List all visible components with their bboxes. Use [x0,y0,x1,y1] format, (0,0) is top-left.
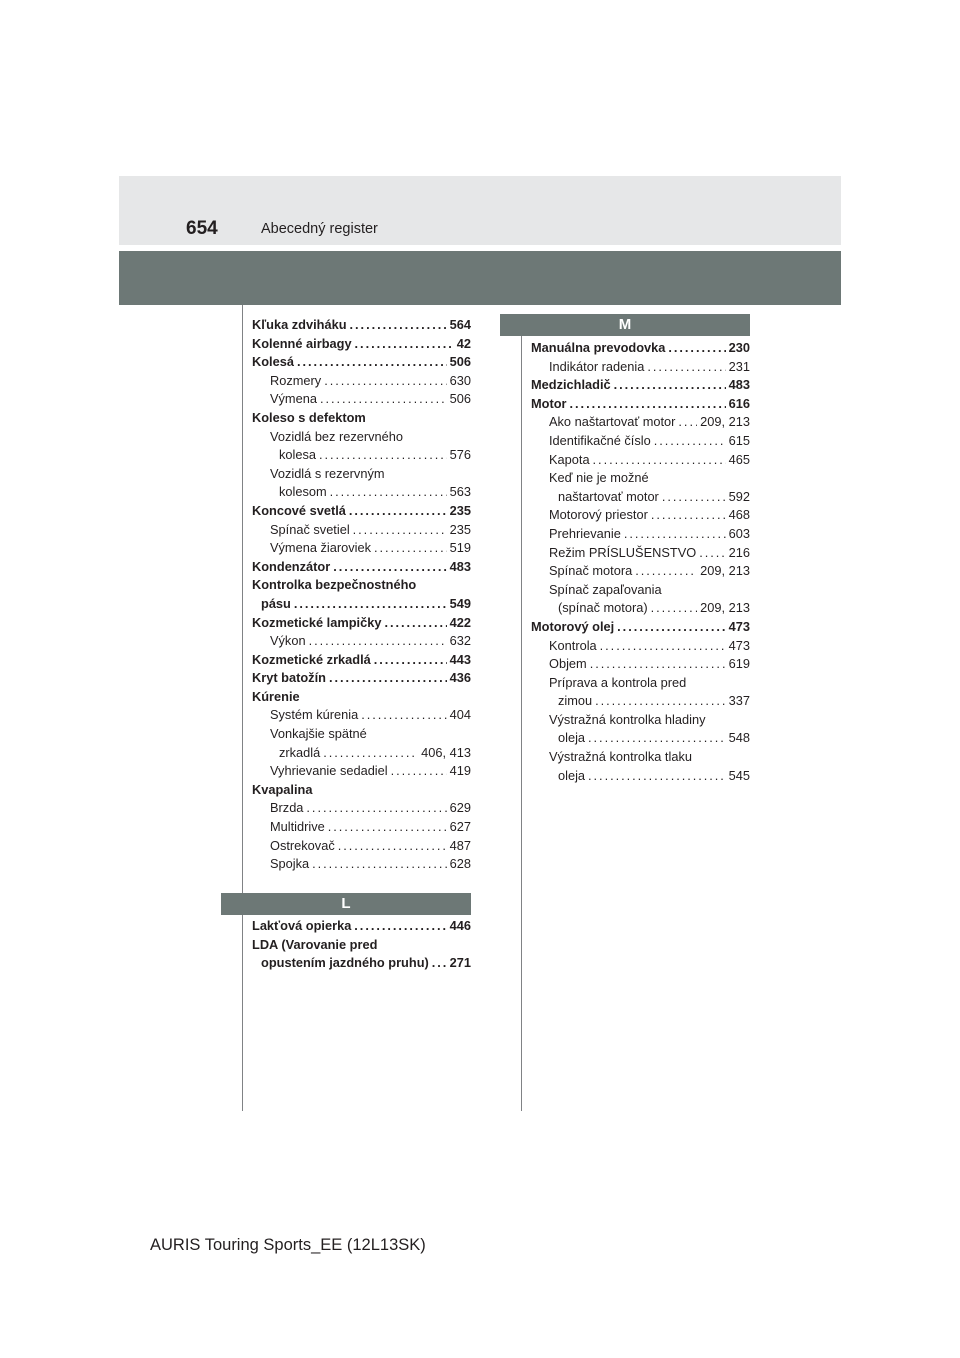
index-entry-term: Ostrekovač [270,837,335,853]
index-entry [252,335,471,354]
index-entry-page: 628 [448,855,471,874]
dot-leader [635,562,697,581]
index-entry-page: 216 [727,544,750,563]
index-entry-term: LDA (Varovanie pred [252,936,378,952]
index-entry-page: 468 [727,506,750,525]
index-entry-term: Motorový priestor [549,507,648,523]
index-entry-page: 563 [448,483,471,502]
dot-leader [374,651,447,670]
index-entry-term: Výmena žiaroviek [270,540,371,556]
index-entry-page: 576 [448,446,471,465]
index-entry [252,483,471,502]
dot-leader [294,595,447,614]
index-entry [531,562,750,581]
index-entry [252,781,471,800]
index-entry-term: zimou [558,693,593,709]
index-entry [531,451,750,470]
index-entry-page: 487 [448,837,471,856]
index-entry-page: 592 [727,488,750,507]
index-entry [252,917,471,936]
index-entry-page: 209, 213 [698,413,750,432]
index-entry-page: 549 [448,595,471,614]
index-entry-term: opustením jazdného pruhu) [261,955,429,971]
index-entry [531,376,750,395]
dot-leader [588,729,726,748]
index-entry-term: Lakťová opierka [252,918,352,933]
dot-leader [319,446,447,465]
index-entry-page: 483 [448,558,471,577]
dot-leader [662,488,726,507]
index-entry [252,762,471,781]
index-entry-page: 42 [455,335,471,354]
dot-leader [328,818,447,837]
index-entry-page: 632 [448,632,471,651]
index-entry [252,744,471,763]
dot-leader [297,353,447,372]
index-entry-term: Kozmetické zrkadlá [252,651,371,667]
index-entry [531,711,750,730]
index-entry [252,521,471,540]
index-entry [531,339,750,358]
dot-leader [323,744,418,763]
index-entry-term: Príprava a kontrola pred [549,674,687,690]
dot-leader [668,339,725,358]
index-entry-page: 629 [448,799,471,818]
index-entry-page: 473 [727,618,750,637]
index-entry-term: kolesom [279,484,327,500]
index-entry-term: naštartovať motor [558,488,659,504]
index-entry [252,353,471,372]
index-entry-term: Ako naštartovať motor [549,414,676,430]
index-entry [252,372,471,391]
index-entry-page: 615 [727,432,750,451]
index-entry [252,614,471,633]
letter-heading-l: L [221,893,471,915]
index-entry-term: Motorový olej [531,618,615,634]
section-title: Abecedný register [261,221,378,237]
index-entry [531,729,750,748]
index-entry-term: Spínač svetiel [270,521,350,537]
index-entry-term: Vyhrievanie sedadiel [270,763,388,779]
index-entry-term: Brzda [270,800,304,816]
index-entry [252,651,471,670]
index-entry-page: 231 [727,358,750,377]
index-entry-term: Kúrenie [252,688,300,704]
index-entry-term: Kvapalina [252,781,313,797]
index-entry-page: 230 [727,339,750,358]
dot-leader [590,655,726,674]
dot-leader [391,762,447,781]
index-entry [531,488,750,507]
index-entry [531,692,750,711]
footer-model: AURIS Touring Sports_EE (12L13SK) [150,1236,426,1254]
index-entry-term: Kozmetické lampičky [252,614,382,630]
index-entry-page: 419 [448,762,471,781]
index-entry-page: 271 [448,954,471,973]
dot-leader [617,618,725,637]
index-entry-page: 446 [448,917,471,936]
index-entry [252,632,471,651]
dot-leader [570,395,726,414]
index-entry [252,446,471,465]
index-entry [252,576,471,595]
index-entry [252,595,471,614]
index-entry-page: 235 [448,502,471,521]
index-entry [252,954,471,973]
index-entry-term: Kryt batožín [252,670,326,686]
dot-leader [312,855,447,874]
index-entry-term: Kľuka zdviháku [252,317,347,332]
index-entry [252,502,471,521]
dot-leader [614,376,726,395]
index-entry-term: Výstražná kontrolka tlaku [549,749,692,765]
index-entry-term: Kontrola [549,637,597,653]
index-entry [252,725,471,744]
index-entry-page: 465 [727,451,750,470]
dot-leader [651,506,726,525]
index-entry [531,413,750,432]
index-entry [252,409,471,428]
dot-leader [600,637,726,656]
index-entry-page: 506 [448,390,471,409]
index-entry [531,358,750,377]
index-entry [531,525,750,544]
dot-leader [588,767,726,786]
index-entry-page: 619 [727,655,750,674]
index-entry-term: oleja [558,767,586,783]
index-entry-page: 483 [727,376,750,395]
index-entry [531,655,750,674]
index-entry [531,637,750,656]
index-entry-term: Kolenné airbagy [252,335,352,351]
index-entry [252,837,471,856]
page-number: 654 [186,218,218,239]
index-entry-term: Kolesá [252,354,294,370]
index-entry-page: 616 [727,395,750,414]
index-entry [252,558,471,577]
index-entry [252,799,471,818]
dot-leader [350,316,447,335]
index-entry-term: Spojka [270,856,310,872]
index-entry [252,706,471,725]
index-entry-term: Režim PRÍSLUŠENSTVO [549,544,697,560]
index-entry-page: 506 [448,353,471,372]
index-entry [252,936,471,955]
index-entry-term: Spínač zapaľovania [549,581,662,597]
index-entry-term: Výkon [270,633,306,649]
index-entry [252,428,471,447]
index-entry-term: Vozidlá s rezervným [270,465,385,481]
index-entry-term: pásu [261,595,291,611]
index-entry-page: 406, 413 [419,744,471,763]
dot-leader [624,525,726,544]
dot-leader [593,451,726,470]
index-entry [531,767,750,786]
index-entry-page: 209, 213 [698,599,750,618]
index-entry-term: Objem [549,656,587,672]
index-entry-term: Rozmery [270,372,322,388]
index-entry-term: (spínač motora) [558,600,648,616]
index-entry-term: Multidrive [270,819,325,835]
index-entry-term: Kapota [549,451,590,467]
index-entry-term: Identifikačné číslo [549,432,651,448]
index-entry [531,469,750,488]
index-entry [252,855,471,874]
dot-leader [329,669,447,688]
index-column-left [252,316,471,874]
index-entry [531,581,750,600]
index-entry [252,390,471,409]
index-entry-page: 545 [727,767,750,786]
index-entry [531,618,750,637]
index-entry-page: 473 [727,637,750,656]
header-band [119,176,841,245]
index-entry-page: 422 [448,614,471,633]
dot-leader [333,558,446,577]
index-entry [531,599,750,618]
index-entry [531,506,750,525]
dot-leader [432,954,447,973]
index-entry-term: zrkadlá [279,744,321,760]
dot-leader [384,614,446,633]
index-entry-term: Vonkajšie spätné [270,726,367,742]
dot-leader [354,917,446,936]
letter-heading-m: M [500,314,750,336]
index-entry-page: 630 [448,372,471,391]
index-entry [252,465,471,484]
dot-leader [309,632,447,651]
index-entry-term: oleja [558,730,586,746]
index-entry-term: Kondenzátor [252,558,331,574]
dot-leader [361,706,446,725]
index-entry-page: 235 [448,521,471,540]
index-entry-term: Keď nie je možné [549,470,649,486]
column-rule-left [242,305,243,1111]
index-entry-term: Systém kúrenia [270,707,359,723]
index-entry [531,748,750,767]
dot-leader [353,521,447,540]
index-entry-page: 603 [727,525,750,544]
index-entry-term: Koncové svetlá [252,502,346,518]
index-entry-page: 564 [448,316,471,335]
dot-leader [654,432,726,451]
index-entry-page: 548 [727,729,750,748]
dot-leader [699,544,725,563]
index-entry-page: 337 [727,692,750,711]
index-entry-term: Prehrievanie [549,525,621,541]
index-entry-term: Kontrolka bezpečnostného [252,577,417,593]
dot-leader [324,372,446,391]
index-entry-page: 627 [448,818,471,837]
index-entry-page: 436 [448,669,471,688]
index-entry [252,688,471,707]
index-entry-term: kolesa [279,447,316,463]
index-entry [252,539,471,558]
dot-leader [647,358,725,377]
index-entry-term: Motor [531,395,567,411]
index-entry-page: 209, 213 [698,562,750,581]
dot-leader [330,483,447,502]
index-column-right [531,339,750,785]
dot-leader [338,837,447,856]
index-entry-page: 443 [448,651,471,670]
index-entry [531,674,750,693]
index-entry [252,818,471,837]
dot-leader [349,502,447,521]
dot-leader [306,799,446,818]
dot-leader [678,413,697,432]
index-entry-term: Indikátor radenia [549,358,645,374]
dot-leader [374,539,447,558]
index-entry [252,316,471,335]
index-entry [531,432,750,451]
index-entry-term: Manuálna prevodovka [531,340,666,355]
dot-leader [355,335,454,354]
index-entry-term: Vozidlá bez rezervného [270,428,404,444]
index-entry-term: Koleso s defektom [252,409,366,425]
index-entry-page: 404 [448,706,471,725]
index-entry-term: Spínač motora [549,563,633,579]
index-entry-term: Medzichladič [531,377,611,393]
column-rule-middle [521,333,522,1111]
index-column-left-l [252,917,471,973]
index-entry [531,544,750,563]
index-entry-term: Výstražná kontrolka hladiny [549,711,706,727]
index-entry-page: 519 [448,539,471,558]
header-dark-band [119,251,841,305]
index-entry [252,669,471,688]
dot-leader [651,599,698,618]
index-entry [531,395,750,414]
dot-leader [595,692,726,711]
dot-leader [320,390,447,409]
index-entry-term: Výmena [270,391,317,407]
